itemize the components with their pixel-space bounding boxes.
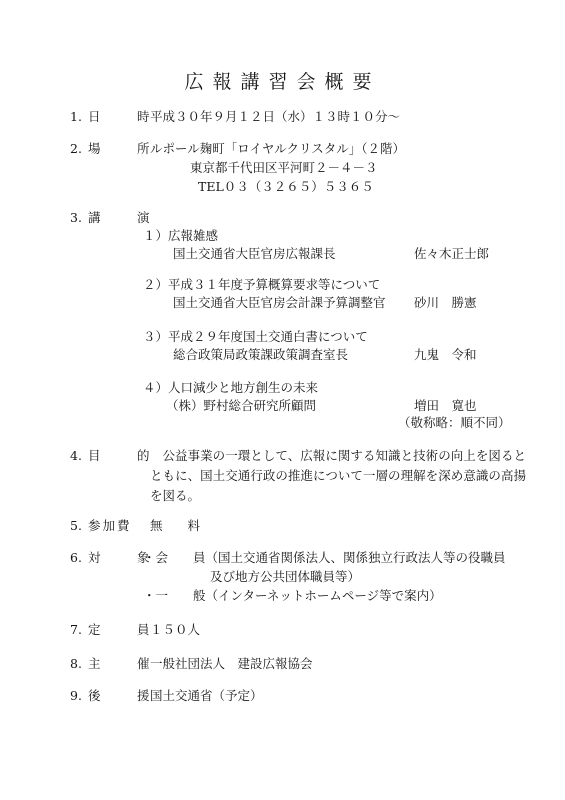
item-heading-fee: 参加費 [88, 518, 132, 533]
lecture-speaker-org: 国土交通省大臣官房広報課長 [173, 246, 336, 261]
venue-address: 東京都千代田区平河町２－４－３ [190, 160, 378, 175]
item-number: 8. [70, 656, 82, 671]
item-number: 6. [70, 550, 82, 565]
sponsor-value: 国土交通省（予定） [150, 688, 263, 703]
item-number: 3. [70, 210, 82, 225]
lecture-speaker-org: 国土交通省大臣官房会計課予算調整官 [173, 295, 386, 310]
lecture-speaker-name: 砂川 勝憲 [414, 295, 477, 310]
item-heading-capacity: 定 員 [88, 622, 162, 637]
item-heading-lectures: 講 演 [88, 210, 162, 225]
item-heading-sponsor: 後 援 [88, 688, 162, 703]
item-heading-organizer: 主 催 [88, 656, 162, 671]
lecture-title: ２）平成３１年度予算概算要求等について [143, 277, 381, 292]
item-number: 1. [70, 109, 82, 124]
item-number: 5. [70, 518, 82, 533]
lecture-speaker-org: （株）野村総合研究所顧問 [166, 398, 317, 413]
target-members: ・会 員（国土交通省関係法人、関係独立行政法人等の役職員 [143, 550, 506, 565]
target-members-continued: 及び地方公共団体職員等） [210, 569, 361, 584]
venue-name: ルポール麹町「ロイヤルクリスタル」（２階） [150, 141, 406, 156]
lecture-title: １）広報雑感 [143, 228, 219, 243]
item-heading-venue: 場 所 [88, 141, 162, 156]
item-number: 9. [70, 688, 82, 703]
lecture-speaker-name: 増田 寛也 [414, 398, 477, 413]
document-title: 広報講習会概要 [184, 71, 381, 93]
item-number: 2. [70, 141, 82, 156]
lecture-speaker-name: 佐々木正士郎 [414, 246, 490, 261]
capacity-value: １５０人 [150, 622, 201, 637]
item-number: 7. [70, 622, 82, 637]
lecture-title: ４）人口減少と地方創生の未来 [143, 380, 319, 395]
venue-phone: TEL０３（３２６５）５３６５ [198, 179, 374, 194]
item-heading-target: 対 象 [88, 550, 162, 565]
target-general: ・一 般（インターネットホームページ等で案内） [143, 588, 442, 603]
lecture-title: ３）平成２９年度国土交通白書について [143, 329, 368, 344]
purpose-text: 公益事業の一環として、広報に関する知識と技術の向上を図るとともに、国土交通行政の推進について一層の理解を深め意識の高揚を図る。 [150, 448, 526, 503]
item-heading-purpose: 目 的 [88, 448, 162, 463]
organizer-value: 一般社団法人 建設広報協会 [150, 656, 313, 671]
datetime-value: 平成３０年９月１２日（水）１３時１０分〜 [150, 109, 401, 124]
fee-value: 無 料 [150, 518, 201, 533]
honorific-note: （敬称略：順不同） [398, 415, 511, 430]
lecture-speaker-org: 総合政策局政策課政策調査室長 [173, 347, 349, 362]
item-number: 4. [70, 448, 82, 463]
lecture-speaker-name: 九鬼 令和 [414, 347, 477, 362]
item-heading-datetime: 日 時 [88, 109, 162, 124]
